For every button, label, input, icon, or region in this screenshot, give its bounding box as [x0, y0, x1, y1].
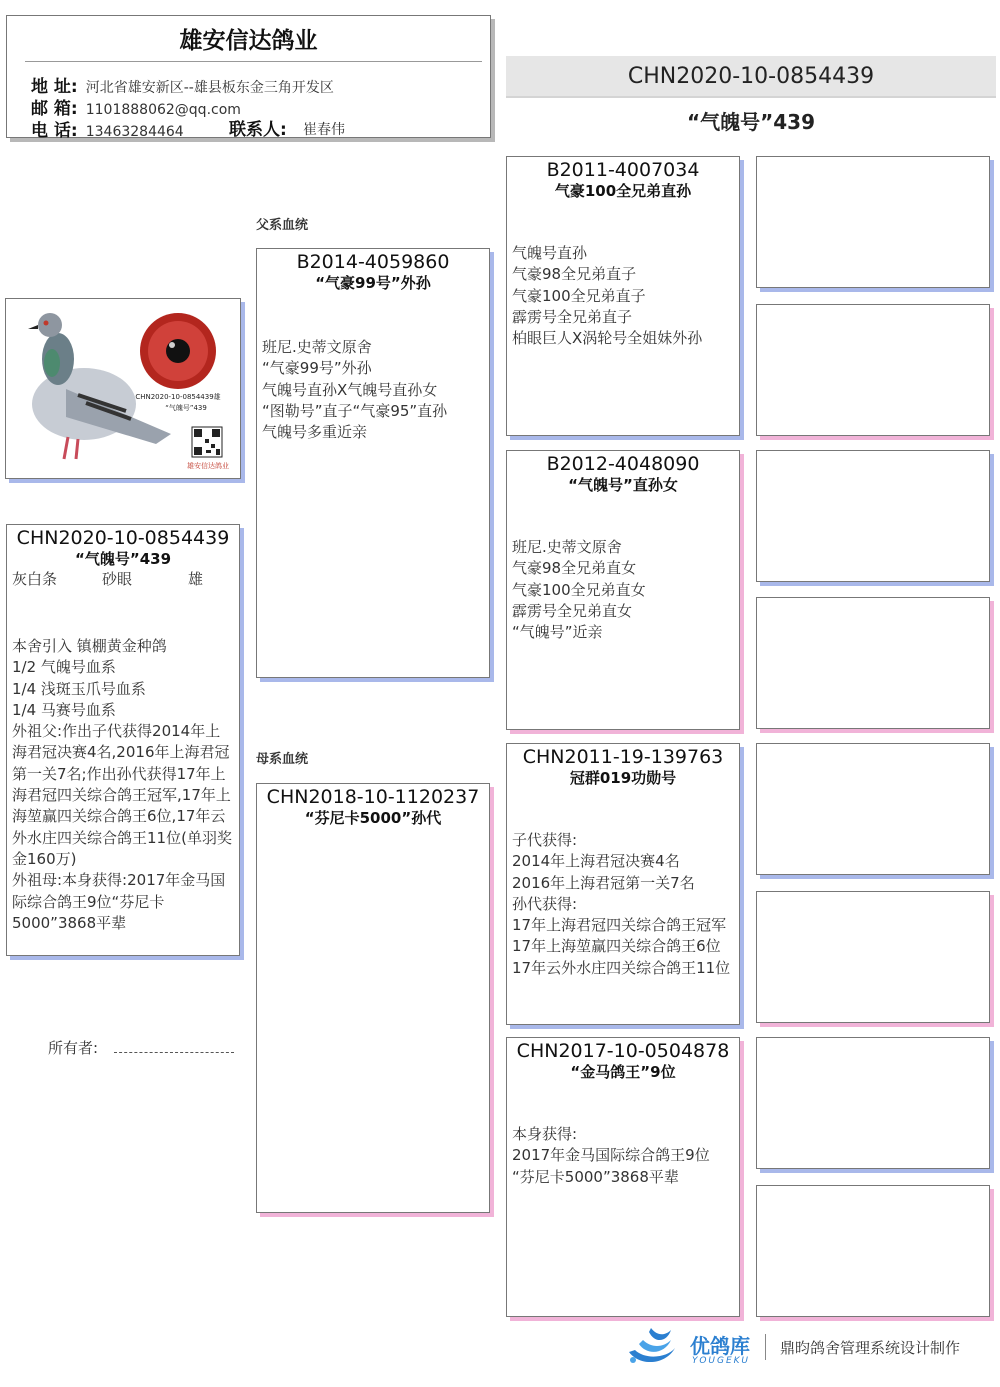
grandparent-note: 霹雳号全兄弟直女 — [512, 601, 633, 620]
dam-sire-card — [506, 743, 740, 1025]
pigeon-eye-small — [44, 321, 49, 326]
subject-note: 外祖母:本身获得:2017年金马国际综合鸽王9位“芬尼卡5000”3868平辈 — [12, 871, 226, 932]
footer-divider — [765, 1334, 766, 1360]
pigeon-head — [38, 313, 62, 337]
great-grandparent-box — [756, 743, 990, 875]
grandparent-note: “芬尼卡5000”3868平辈 — [512, 1167, 679, 1186]
sire-note: “图勒号”直子“气豪95”直孙 — [262, 401, 448, 420]
sire-card — [256, 248, 490, 678]
pigeon-photo-graphic — [6, 299, 241, 479]
sire-sire-card — [506, 156, 740, 436]
photo-caption-nick: “气魄号”439 — [165, 404, 207, 412]
grandparent-ring-number: CHN2017-10-0504878 — [516, 1040, 730, 1062]
grandparent-note: 霹雳号全兄弟直子 — [512, 307, 633, 326]
footer-credit: 鼎昀鸽舍管理系统设计制作 — [780, 1339, 961, 1357]
grandparent-notes — [507, 1124, 739, 1188]
address-value: 河北省雄安新区--雄县板东金三角开发区 — [85, 80, 334, 96]
subject-nickname: “气魄号”439 — [74, 550, 172, 568]
owner-label: 所有者: — [48, 1039, 99, 1057]
sire-notes — [257, 337, 489, 443]
grandparent-nickname: “金马鸽王”9位 — [570, 1063, 676, 1081]
grandparent-note: 班尼.史蒂文原舍 — [512, 538, 622, 556]
subject-note: 本舍引入 镇棚黄金种鸽 — [12, 637, 167, 655]
footer-brand-english: YOUGEKU — [692, 1356, 751, 1366]
grandparent-note: 柏眼巨人X涡轮号全姐妹外孙 — [512, 329, 703, 348]
subject-ring-number: CHN2020-10-0854439 — [16, 527, 230, 549]
grandparent-ring-number: B2012-4048090 — [546, 453, 700, 475]
dam-card — [256, 783, 490, 1213]
grandparent-note: “气魄号”近亲 — [512, 623, 603, 642]
grandparent-note: 17年上海堃赢四关综合鸽王6位 — [512, 937, 721, 956]
sire-note: 气魄号直孙X气魄号直孙女 — [262, 380, 438, 399]
pigeon-legs — [64, 437, 78, 459]
great-grandparent-box — [756, 450, 990, 582]
address-label: 地 址: — [31, 77, 78, 97]
phone-value: 13463284464 — [85, 124, 184, 140]
dam-nickname: “芬尼卡5000”孙代 — [304, 809, 442, 827]
grandparent-note: 本身获得: — [512, 1125, 578, 1143]
great-grandparent-box — [756, 1185, 990, 1317]
subject-attributes — [7, 569, 239, 590]
sire-dam-card — [506, 450, 740, 730]
subject-color: 灰白条 — [12, 570, 58, 588]
subject-pigeon-card — [6, 524, 240, 956]
email-label: 邮 箱: — [31, 99, 78, 119]
grandparent-note: 孙代获得: — [512, 894, 578, 913]
subject-notes — [7, 636, 239, 934]
grandparent-notes — [507, 243, 739, 349]
great-grandparent-box — [756, 156, 990, 288]
sire-nickname: “气豪99号”外孙 — [315, 274, 431, 292]
grandparent-note: 气豪100全兄弟直女 — [512, 580, 646, 599]
grandparent-ring-number: B2011-4007034 — [546, 159, 700, 181]
kennel-info-card — [6, 15, 491, 141]
grandparent-note: 2016年上海君冠第一关7名 — [512, 873, 695, 892]
grandparent-nickname: 气豪100全兄弟直孙 — [554, 182, 692, 200]
kennel-name: 雄安信达鸽业 — [179, 28, 318, 54]
grandparent-note: 气豪98全兄弟直女 — [512, 559, 637, 578]
qr-code-icon — [192, 427, 222, 457]
pigeon-photo — [5, 298, 241, 479]
sire-note: 班尼.史蒂文原舍 — [262, 338, 372, 356]
grandparent-notes — [507, 537, 739, 643]
great-grandparent-box — [756, 597, 990, 729]
email-value: 1101888062@qq.com — [85, 102, 241, 118]
sire-note: 气魄号多重近亲 — [262, 423, 368, 442]
subject-sex: 雄 — [188, 570, 204, 588]
dam-line-label: 母系血统 — [256, 752, 309, 767]
eye-pupil — [166, 339, 190, 363]
great-grandparent-box — [756, 1037, 990, 1169]
owner-signature-line — [114, 1052, 234, 1053]
subject-note: 外祖父:作出子代获得2014年上海君冠决赛4名,2016年上海君冠第一关7名;作出孙代获得17年上海君冠四关综合鸽王冠军,17年上海堃赢四关综合鸽王6位,17年云外水庄四关综合鸽王11位(单羽奖金160万) — [12, 722, 232, 868]
grandparent-note: 子代获得: — [512, 831, 578, 849]
grandparent-ring-number: CHN2011-19-139763 — [522, 746, 724, 768]
grandparent-nickname: “气魄号”直孙女 — [568, 476, 678, 494]
grandparent-note: 气豪98全兄弟直子 — [512, 265, 637, 284]
grandparent-nickname: 冠群019功勋号 — [569, 769, 677, 787]
sire-ring-number: B2014-4059860 — [296, 251, 450, 273]
photo-caption-ring: CHN2020-10-0854439雄 — [135, 393, 221, 401]
header-divider — [25, 61, 482, 62]
dam-dam-card — [506, 1037, 740, 1317]
grandparent-notes — [507, 830, 739, 979]
contact-name: 崔春伟 — [303, 122, 345, 138]
neck-sheen — [44, 349, 60, 377]
pigeon-nickname-title: “气魄号”439 — [686, 110, 816, 134]
subject-note: 1/4 浅斑玉爪号血系 — [12, 679, 146, 698]
grandparent-note: 17年上海君冠四关综合鸽王冠军 — [512, 916, 727, 935]
grandparent-note: 17年云外水庄四关综合鸽王11位 — [512, 958, 731, 977]
subject-note: 1/4 马赛号血系 — [12, 700, 116, 719]
phone-label: 电 话: — [31, 121, 78, 141]
grandparent-note: 2017年金马国际综合鸽王9位 — [512, 1146, 710, 1165]
sire-line-label: 父系血统 — [256, 218, 309, 233]
phone-row — [31, 116, 184, 141]
photo-caption-brand: 雄安信达鸽业 — [187, 462, 229, 470]
yougeku-logo-icon — [625, 1322, 681, 1370]
footer-brand-name: 优鸽库 — [690, 1334, 750, 1358]
sire-note: “气豪99号”外孙 — [262, 359, 372, 378]
grandparent-note: 2014年上海君冠决赛4名 — [512, 852, 680, 871]
great-grandparent-box — [756, 304, 990, 436]
ring-number-banner: CHN2020-10-0854439 — [506, 56, 996, 98]
grandparent-note: 气魄号直孙 — [512, 244, 588, 262]
pigeon-beak — [28, 325, 38, 329]
subject-eye: 砂眼 — [102, 570, 133, 588]
contact-label: 联系人: — [229, 120, 287, 140]
great-grandparent-box — [756, 891, 990, 1023]
grandparent-note: 气豪100全兄弟直子 — [512, 286, 646, 305]
subject-note: 1/2 气魄号血系 — [12, 658, 116, 677]
dam-ring-number: CHN2018-10-1120237 — [266, 786, 480, 808]
